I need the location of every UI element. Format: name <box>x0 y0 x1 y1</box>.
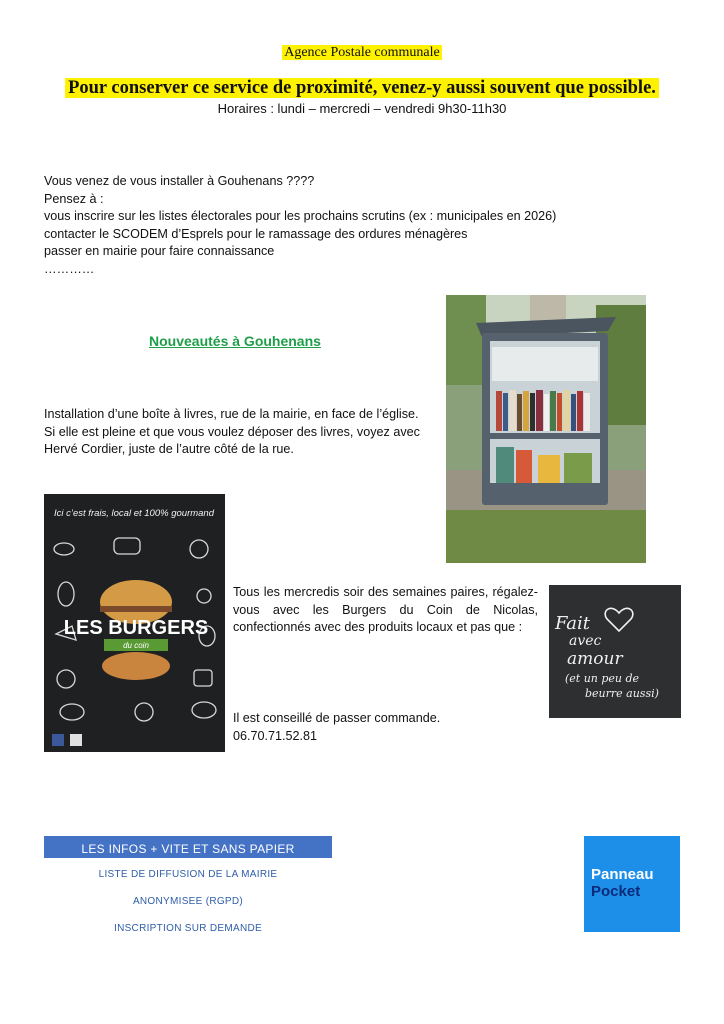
agency-title: Agence Postale communale <box>284 45 440 60</box>
intro-line: contacter le SCODEM d’Esprels pour le ramassage des ordures ménagères <box>44 226 468 241</box>
order-note: Il est conseillé de passer commande. <box>233 711 441 725</box>
burgers-announcement: Tous les mercredis soir des semaines paires, régalez-vous avec les Burgers du Coin de Nicolas, confectionnés avec des produits locaux et pas que : <box>233 585 538 634</box>
poster-tagline: Ici c’est frais, local et 100% gourmand <box>54 508 214 519</box>
news-title: Nouveautés à Gouhenans <box>149 333 321 349</box>
intro-line: Vous venez de vous installer à Gouhenans ???? <box>44 174 315 188</box>
footer-line: INSCRIPTION SUR DEMANDE <box>113 923 263 934</box>
chalk-line: Fait <box>555 613 590 634</box>
footer-line: LISTE DE DIFFUSION DE LA MAIRIE <box>98 869 278 880</box>
headline: Pour conserver ce service de proximité, venez-y aussi souvent que possible. <box>0 78 724 99</box>
footer-line: ANONYMISEE (RGPD) <box>132 896 244 907</box>
book-box-photo <box>446 295 646 563</box>
bookbox-line: Hervé Cordier, juste de l’autre côté de la rue. <box>44 442 294 456</box>
books-top <box>496 390 590 431</box>
chalk-line: avec <box>569 633 602 649</box>
chalkboard-illustration <box>549 585 681 718</box>
bookbox-line: Installation d’une boîte à livres, rue de la mairie, en face de l’église. <box>44 407 419 421</box>
phone-number: 06.70.71.52.81 <box>233 728 318 743</box>
panneau-pocket-logo: Panneau Pocket <box>584 836 680 932</box>
poster-brand: LES BURGERS <box>63 617 209 639</box>
chalk-line: beurre aussi) <box>585 687 659 700</box>
order-info <box>233 710 440 745</box>
info-banner: LES INFOS + VITE ET SANS PAPIER <box>44 836 332 858</box>
bookbox-text <box>44 406 444 459</box>
book-box-illustration <box>446 295 646 563</box>
chalkboard-photo <box>549 585 681 718</box>
opening-hours: Horaires : lundi – mercredi – vendredi 9h30-11h30 <box>217 101 507 116</box>
chalk-line: amour <box>567 649 623 669</box>
intro-line: ………… <box>44 261 95 276</box>
intro-line: vous inscrire sur les listes électorales pour les prochains scrutins (ex : municipales en 2026) <box>44 209 557 223</box>
poster-brand-sub: du coin <box>123 641 149 650</box>
burgers-poster <box>44 494 225 752</box>
intro-line: Pensez à : <box>44 191 104 206</box>
bookbox-line: Si elle est pleine et que vous voulez déposer des livres, voyez avec <box>44 424 420 439</box>
chalk-line: (et un peu de <box>565 672 640 685</box>
poster-illustration <box>44 494 225 752</box>
intro-text <box>44 173 604 278</box>
intro-line: passer en mairie pour faire connaissance <box>44 244 275 258</box>
